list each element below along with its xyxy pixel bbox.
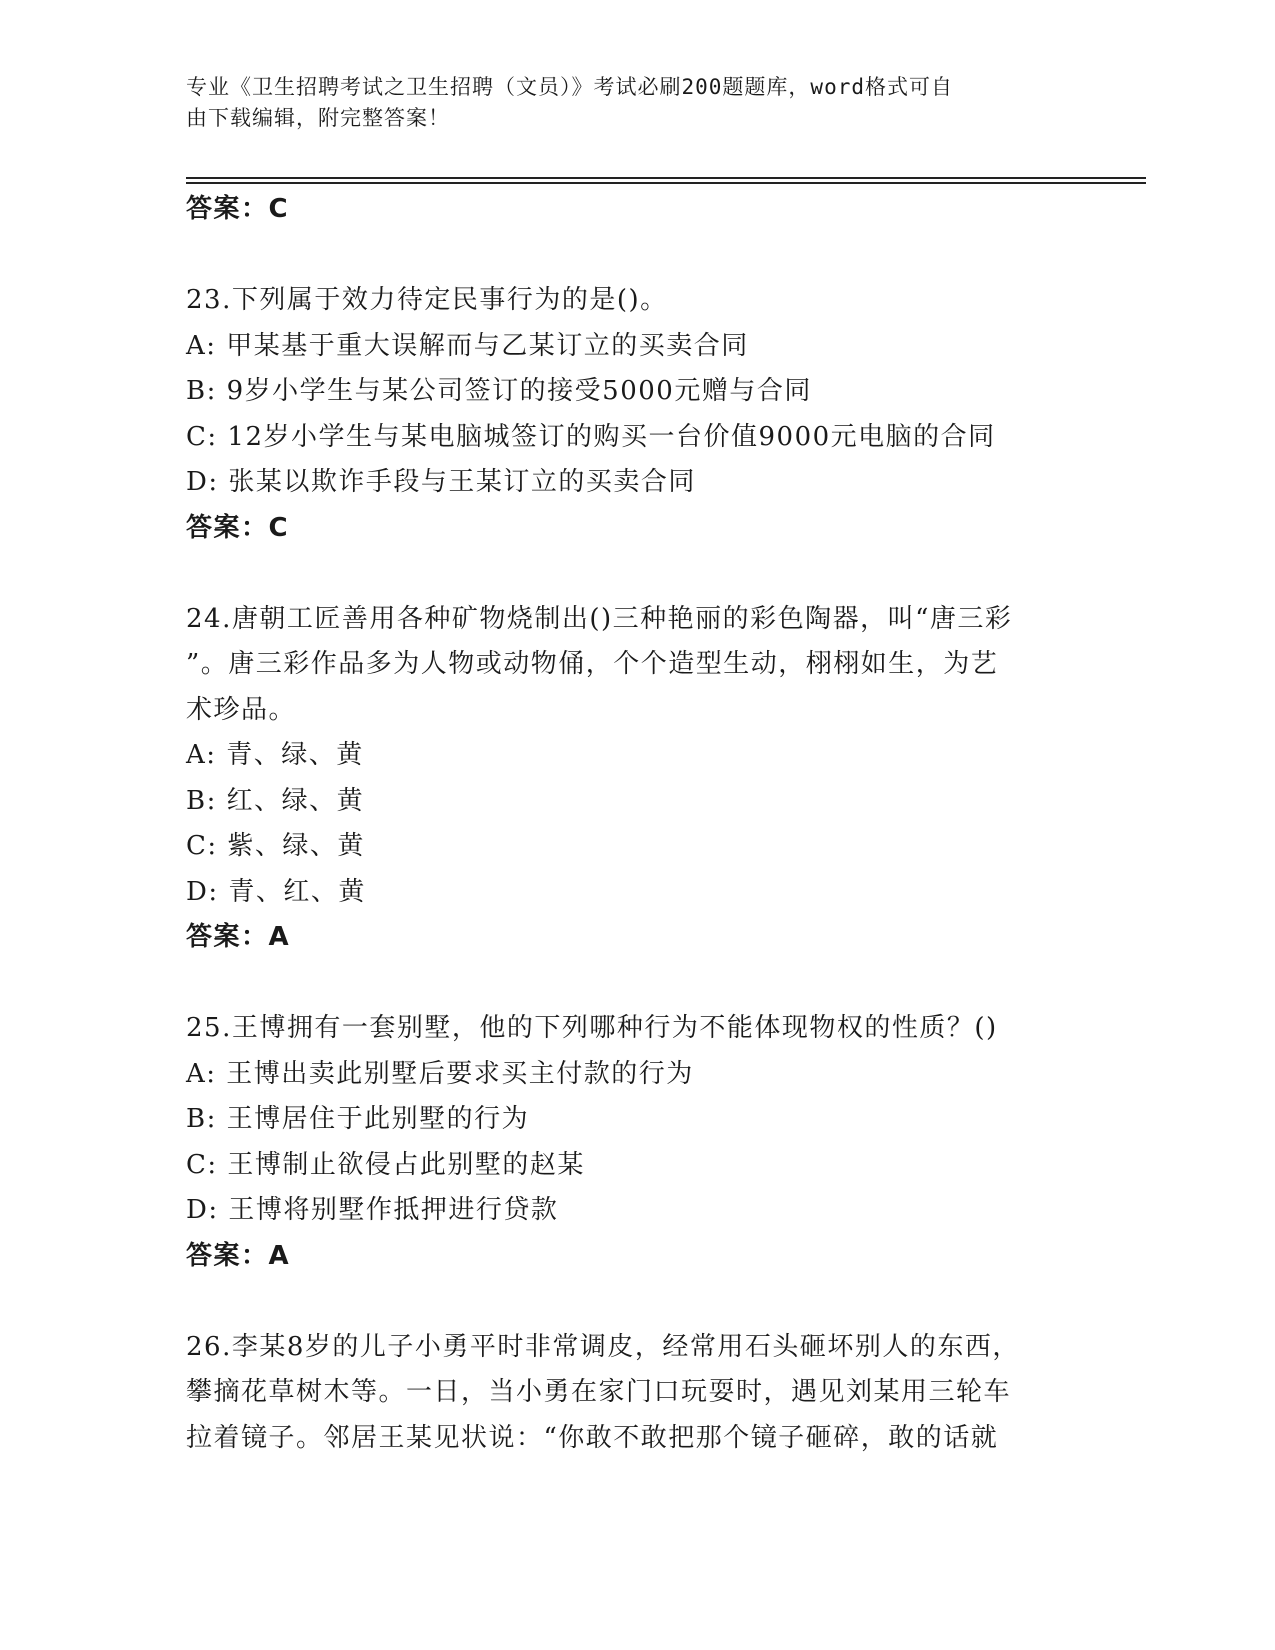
- spacer: [186, 961, 1086, 1007]
- spacer: [186, 551, 1086, 597]
- option-d: D: 王博将别墅作抵押进行贷款: [186, 1195, 559, 1225]
- question-block: [186, 1006, 1086, 1279]
- header-line-2: 由下载编辑，附完整答案！: [186, 106, 450, 130]
- question-stem: 23.下列属于效力待定民事行为的是()。: [186, 285, 668, 315]
- answer-line: 答案：A: [186, 1240, 291, 1271]
- question-block: [186, 597, 1086, 961]
- document-body: [186, 187, 1086, 1461]
- question-stem: 26.李某8岁的儿子小勇平时非常调皮，经常用石头砸坏别人的东西，: [186, 1331, 1020, 1362]
- header-rule-bottom: [186, 182, 1146, 184]
- option-a: A: 王博出卖此别墅后要求买主付款的行为: [186, 1058, 694, 1089]
- question-block: [186, 278, 1086, 551]
- question-stem: 25.王博拥有一套别墅，他的下列哪种行为不能体现物权的性质？(): [186, 1013, 998, 1043]
- question-stem: 攀摘花草树木等。一日，当小勇在家门口玩耍时，遇见刘某用三轮车: [186, 1377, 1012, 1407]
- question-stem: 24.唐朝工匠善用各种矿物烧制出()三种艳丽的彩色陶器，叫“唐三彩: [186, 603, 1013, 634]
- option-c: C: 12岁小学生与某电脑城签订的购买一台价值9000元电脑的合同: [186, 421, 996, 452]
- question-stem: 术珍品。: [186, 694, 297, 725]
- option-a: A: 青、绿、黄: [186, 740, 364, 770]
- answer-line: 答案：A: [186, 922, 291, 952]
- option-c: C: 王博制止欲侵占此别墅的赵某: [186, 1149, 585, 1180]
- header-rule-top: [186, 177, 1146, 179]
- question-stem: 拉着镜子。邻居王某见状说：“你敢不敢把那个镜子砸碎，敢的话就: [186, 1422, 999, 1453]
- document-header: [186, 72, 1066, 134]
- option-b: B: 9岁小学生与某公司签订的接受5000元赠与合同: [186, 376, 812, 406]
- answer-line: 答案：C: [186, 194, 290, 224]
- option-b: B: 红、绿、黄: [186, 785, 365, 816]
- spacer: [186, 1279, 1086, 1325]
- header-line-1: 专业《卫生招聘考试之卫生招聘（文员）》考试必刷200题题库，word格式可自: [186, 75, 953, 99]
- option-c: C: 紫、绿、黄: [186, 831, 365, 861]
- option-b: B: 王博居住于此别墅的行为: [186, 1104, 530, 1134]
- question-stem: ”。唐三彩作品多为人物或动物俑，个个造型生动，栩栩如生，为艺: [186, 649, 999, 679]
- question-block: [186, 1325, 1086, 1462]
- option-d: D: 张某以欺诈手段与王某订立的买卖合同: [186, 467, 696, 497]
- option-a: A: 甲某基于重大误解而与乙某订立的买卖合同: [186, 330, 749, 361]
- option-d: D: 青、红、黄: [186, 876, 366, 907]
- spacer: [186, 233, 1086, 279]
- answer-line: 答案：C: [186, 512, 290, 543]
